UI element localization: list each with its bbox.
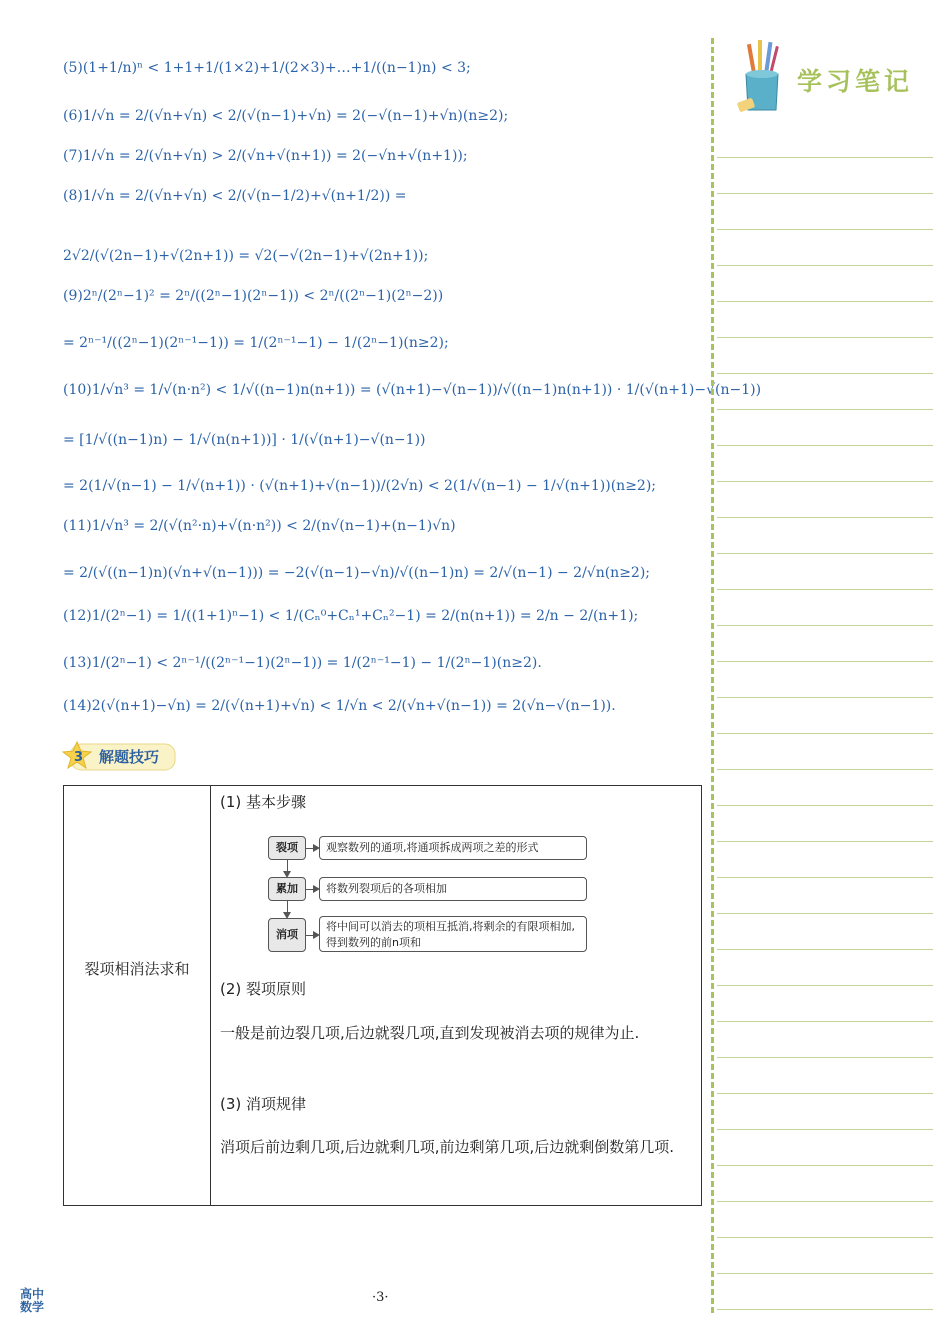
table-divider: [210, 785, 211, 1206]
note-line: [717, 1237, 933, 1238]
formula-5: (5)(1+1/n)ⁿ < 1+1+1/(1×2)+1/(2×3)+…+1/((n−1)n) < 3;: [63, 60, 471, 76]
flow-arrow: [287, 860, 288, 876]
formula-13: (13)1/(2ⁿ−1) < 2ⁿ⁻¹/((2ⁿ⁻¹−1)(2ⁿ−1)) = 1/(2ⁿ⁻¹−1) − 1/(2ⁿ−1)(n≥2).: [63, 655, 542, 671]
note-line: [717, 841, 933, 842]
note-line: [717, 1165, 933, 1166]
note-line: [717, 445, 933, 446]
formula-9-cont: = 2ⁿ⁻¹/((2ⁿ−1)(2ⁿ⁻¹−1)) = 1/(2ⁿ⁻¹−1) − 1/(2ⁿ−1)(n≥2);: [63, 335, 449, 351]
note-line: [717, 733, 933, 734]
note-line: [717, 1201, 933, 1202]
subject-logo: [20, 1288, 64, 1328]
note-line: [717, 1129, 933, 1130]
pencil-cup-icon: [736, 40, 788, 114]
formula-8-cont: 2√2/(√(2n−1)+√(2n+1)) = √2(−√(2n−1)+√(2n+1));: [63, 248, 429, 264]
note-line: [717, 1093, 933, 1094]
step2-text: 一般是前边裂几项,后边就裂几项,直到发现被消去项的规律为止.: [220, 1024, 640, 1042]
note-line: [717, 517, 933, 518]
step3-text: 消项后前边剩几项,后边就剩几项,前边剩第几项,后边就剩倒数第几项.: [220, 1138, 675, 1156]
formula-6: (6)1/√n = 2/(√n+√n) < 2/(√(n−1)+√n) = 2(−√(n−1)+√n)(n≥2);: [63, 108, 509, 124]
note-line: [717, 1273, 933, 1274]
section-title: 解题技巧: [99, 748, 160, 766]
note-line: [717, 193, 933, 194]
note-line: [717, 157, 933, 158]
page-number: ·3·: [372, 1290, 389, 1305]
note-line: [717, 877, 933, 878]
flow-arrow: [306, 889, 318, 890]
flow-label-split: 裂项: [268, 836, 306, 860]
formula-9: (9)2ⁿ/(2ⁿ−1)² = 2ⁿ/((2ⁿ−1)(2ⁿ−1)) < 2ⁿ/((2ⁿ−1)(2ⁿ−2)): [63, 288, 444, 304]
note-line: [717, 1309, 933, 1310]
note-line: [717, 985, 933, 986]
formula-10: (10)1/√n³ = 1/√(n·n²) < 1/√((n−1)n(n+1)) = (√(n+1)−√(n−1))/√((n−1)n(n+1)) · 1/(√(n+1)−√(n−1)): [63, 382, 762, 398]
formula-11: (11)1/√n³ = 2/(√(n²·n)+√(n·n²)) < 2/(n√(n−1)+(n−1)√n): [63, 518, 456, 534]
notes-title: 学习笔记: [797, 67, 914, 96]
flow-text-add: 将数列裂项后的各项相加: [319, 877, 587, 901]
flow-label-add: 累加: [268, 877, 306, 901]
logo-line1: 高中: [20, 1287, 45, 1301]
formula-12: (12)1/(2ⁿ−1) = 1/((1+1)ⁿ−1) < 1/(Cₙ⁰+Cₙ¹+Cₙ²−1) = 2/(n(n+1)) = 2/n − 2/(n+1);: [63, 608, 639, 624]
note-line: [717, 1057, 933, 1058]
note-line: [717, 913, 933, 914]
note-line: [717, 1021, 933, 1022]
section-number: 3: [74, 750, 84, 765]
note-line: [717, 373, 933, 374]
note-line: [717, 661, 933, 662]
note-line: [717, 481, 933, 482]
step3-title: (3) 消项规律: [220, 1095, 307, 1113]
formula-14: (14)2(√(n+1)−√n) = 2/(√(n+1)+√n) < 1/√n < 2/(√n+√(n−1)) = 2(√n−√(n−1)).: [63, 698, 616, 714]
formula-8: (8)1/√n = 2/(√n+√n) < 2/(√(n−1/2)+√(n+1/2)) =: [63, 188, 407, 204]
note-line: [717, 769, 933, 770]
table-row-header: 裂项相消法求和: [84, 960, 190, 978]
notes-divider: [711, 38, 714, 1313]
formula-10-cont2: = 2(1/√(n−1) − 1/√(n+1)) · (√(n+1)+√(n−1))/(2√n) < 2(1/√(n−1) − 1/√(n+1))(n≥2);: [63, 478, 657, 494]
step1-title: (1) 基本步骤: [220, 793, 307, 811]
note-line: [717, 301, 933, 302]
note-line: [717, 553, 933, 554]
note-line: [717, 409, 933, 410]
formula-11-cont: = 2/(√((n−1)n)(√n+√(n−1))) = −2(√(n−1)−√n)/√((n−1)n) = 2/√(n−1) − 2/√n(n≥2);: [63, 565, 651, 581]
note-line: [717, 625, 933, 626]
note-line: [717, 229, 933, 230]
note-line: [717, 697, 933, 698]
flow-arrow: [287, 901, 288, 917]
note-line: [717, 805, 933, 806]
flow-arrow: [306, 848, 318, 849]
formula-10-cont1: = [1/√((n−1)n) − 1/√(n(n+1))] · 1/(√(n+1)−√(n−1)): [63, 432, 426, 448]
note-line: [717, 265, 933, 266]
formula-7: (7)1/√n = 2/(√n+√n) > 2/(√n+√(n+1)) = 2(−√n+√(n+1));: [63, 148, 468, 164]
note-line: [717, 589, 933, 590]
note-line: [717, 337, 933, 338]
step2-title: (2) 裂项原则: [220, 980, 307, 998]
flow-arrow: [306, 935, 318, 936]
note-line: [717, 949, 933, 950]
logo-line2: 数学: [20, 1300, 45, 1314]
flow-label-cancel: 消项: [268, 918, 306, 952]
flow-text-split: 观察数列的通项,将通项拆成两项之差的形式: [319, 836, 587, 860]
flow-text-cancel: 将中间可以消去的项相互抵消,将剩余的有限项相加,得到数列的前n项和: [319, 916, 587, 952]
